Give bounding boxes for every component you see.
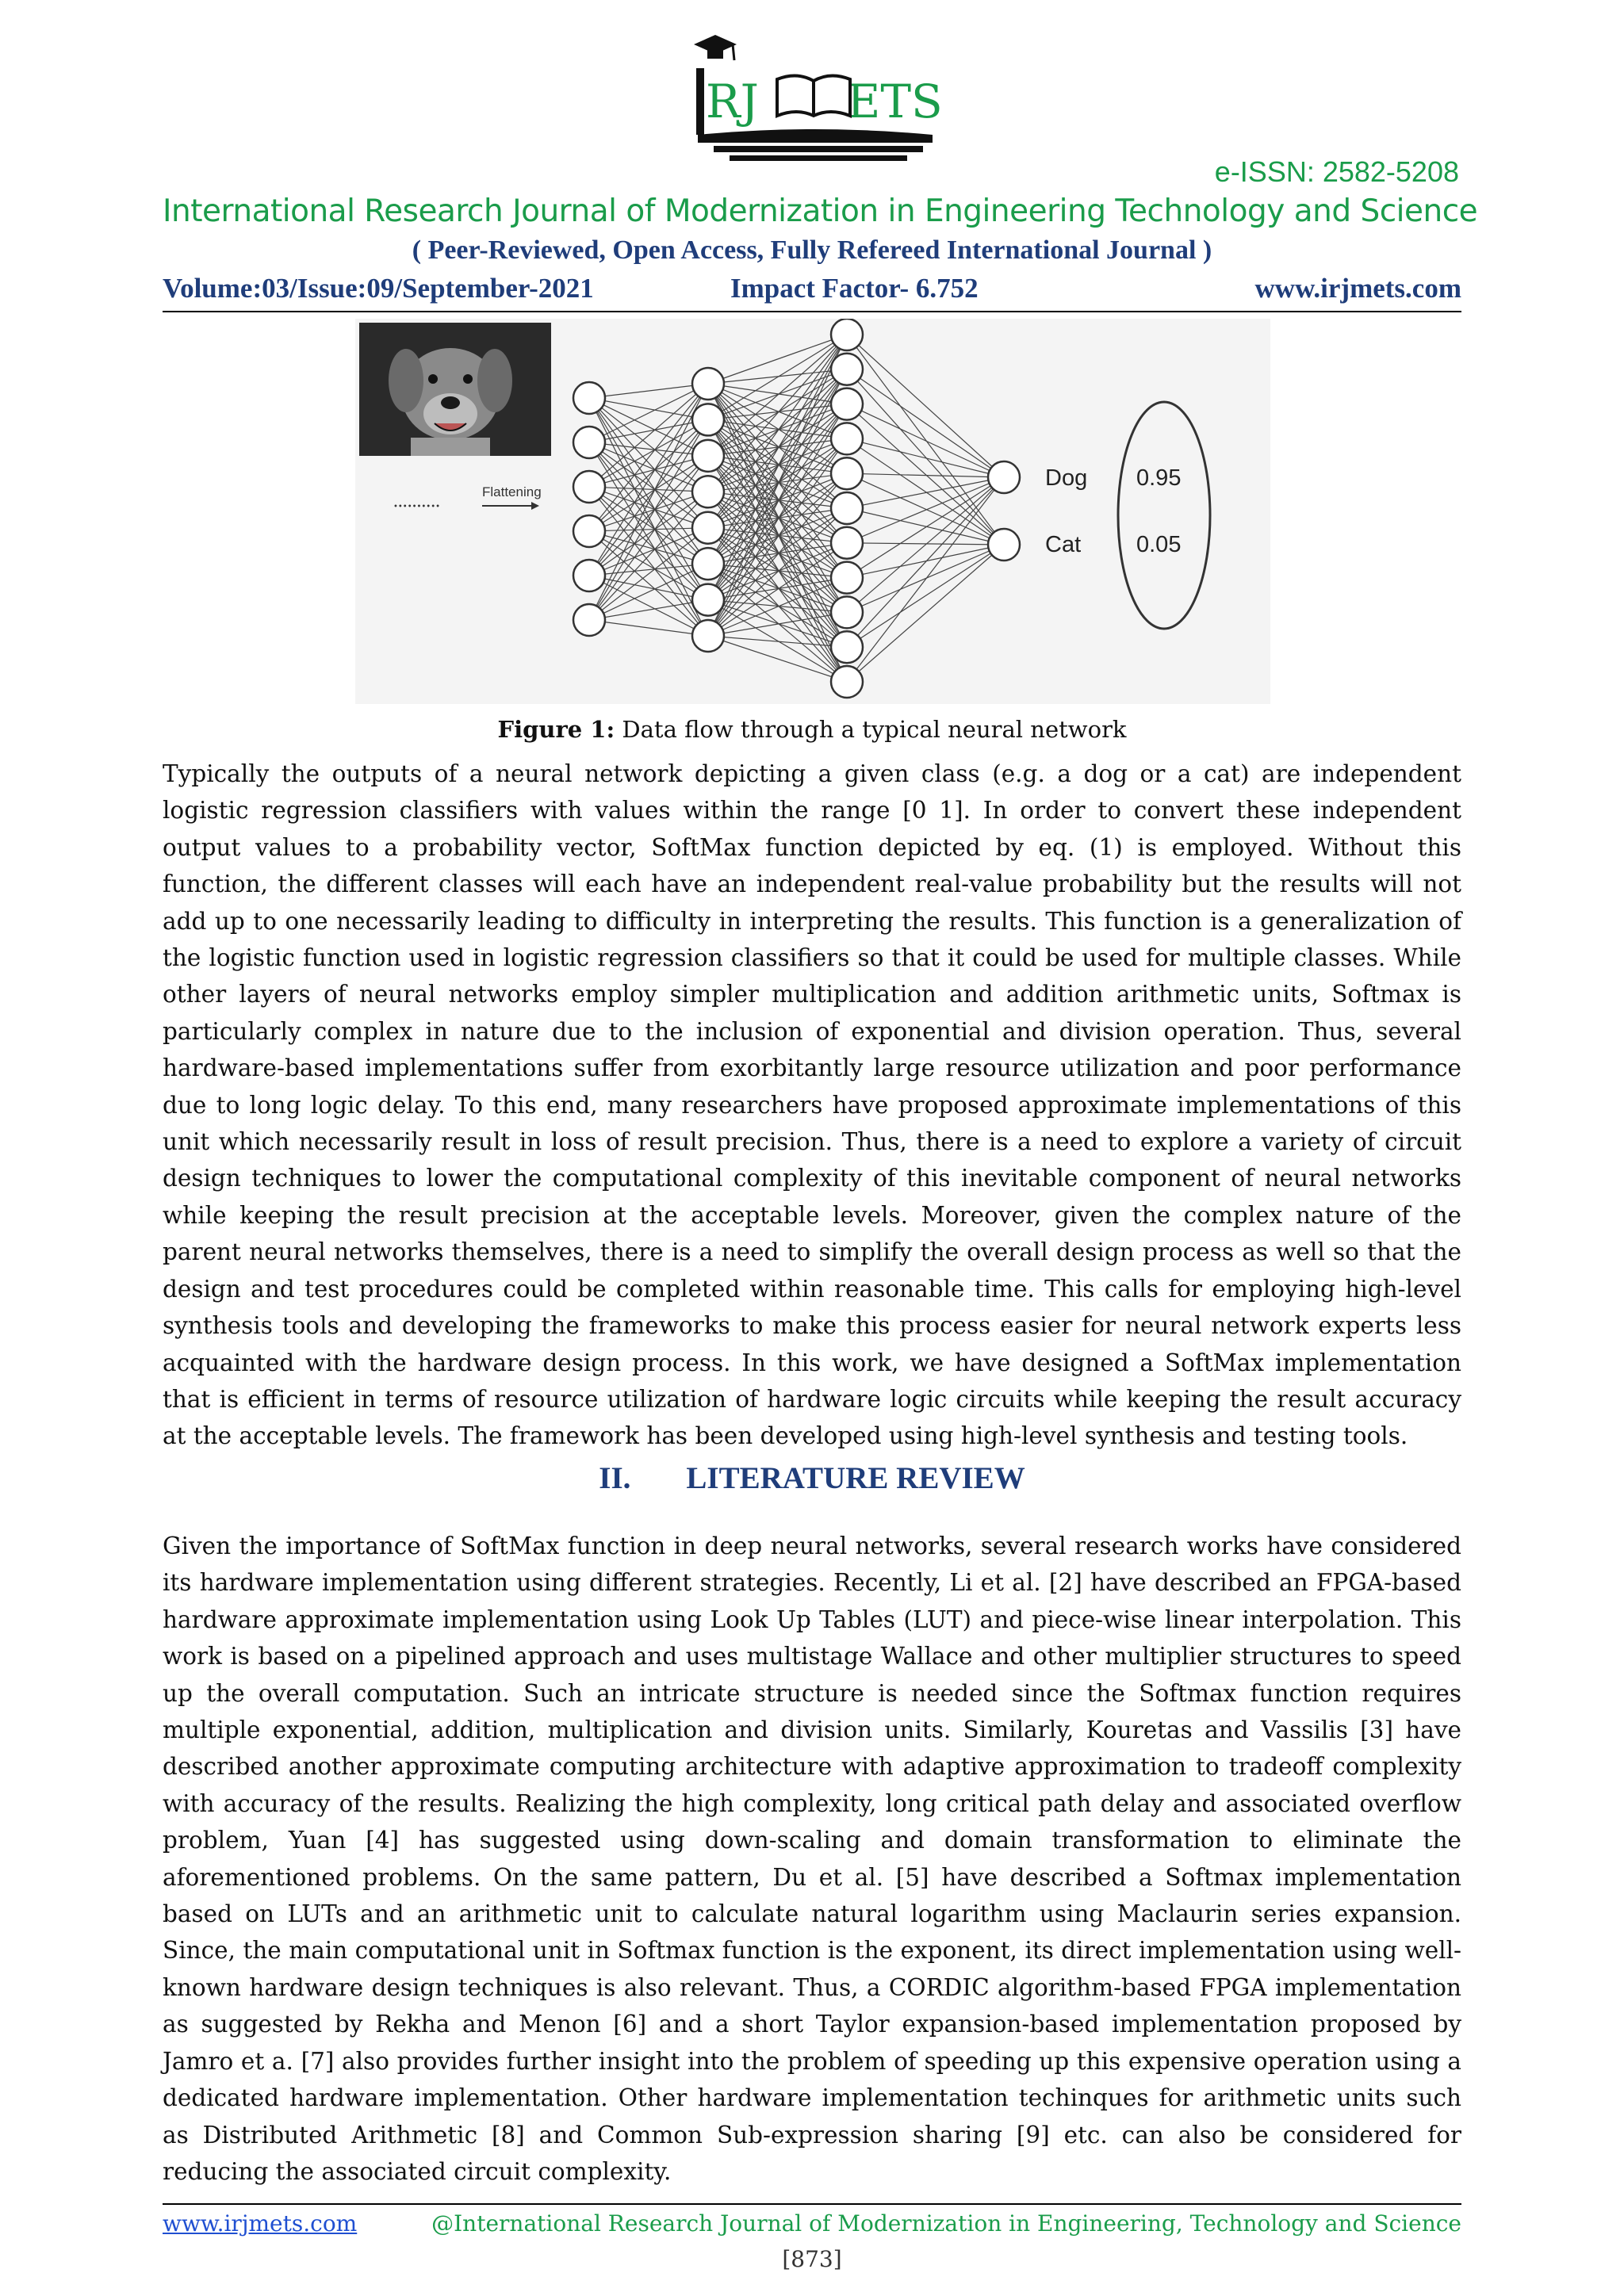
neuron <box>573 515 605 547</box>
volume-issue: Volume:03/Issue:09/September-2021 <box>163 273 594 304</box>
page-number: [873] <box>782 2246 842 2272</box>
network-edge <box>589 384 708 531</box>
network-edge <box>847 369 1004 477</box>
network-edge <box>589 398 708 456</box>
network-edge <box>847 438 1004 477</box>
neuron <box>573 427 605 458</box>
logo-graphic <box>666 30 967 169</box>
network-edge <box>589 419 708 487</box>
network-edge <box>708 438 847 455</box>
dog-photo <box>359 323 551 456</box>
figure-caption <box>163 716 1461 743</box>
network-edge <box>708 492 847 612</box>
network-edge <box>708 335 847 600</box>
output-prob-cat: 0.05 <box>1136 532 1182 557</box>
header-divider <box>163 311 1461 312</box>
issue-meta-row <box>163 273 1461 308</box>
neuron <box>831 596 863 628</box>
neuron <box>831 492 863 524</box>
network-edge <box>589 384 708 398</box>
neuron <box>831 319 863 350</box>
neuron <box>692 512 724 544</box>
neuron <box>988 529 1020 561</box>
section-title: LITERATURE REVIEW <box>686 1461 1025 1495</box>
network-edge <box>589 528 708 531</box>
network-edge <box>847 545 1004 612</box>
journal-subtitle: ( Peer-Reviewed, Open Access, Fully Refereed International Journal ) <box>412 235 1212 265</box>
neuron <box>692 476 724 507</box>
neural-network-figure <box>355 319 1270 704</box>
network-edge <box>847 438 1004 545</box>
section-number: II. <box>599 1461 631 1495</box>
flattening-label: Flattening <box>482 484 542 499</box>
neuron <box>831 423 863 454</box>
output-prob-dog: 0.95 <box>1136 465 1182 491</box>
neuron <box>831 631 863 663</box>
neuron <box>988 461 1020 493</box>
network-edge <box>708 508 847 636</box>
network-edge <box>847 335 1004 477</box>
network-edge <box>847 335 1004 545</box>
neuron <box>831 388 863 420</box>
header-website: www.irjmets.com <box>1254 273 1461 304</box>
svg-text:RJ: RJ <box>706 75 759 128</box>
network-edge <box>589 487 708 492</box>
body-paragraph-1: Typically the outputs of a neural network depicting a given class (e.g. a dog or a cat) are independent logistic regression classifiers with values within the range [0 1]. In order to convert these independent output values to a probability vector, SoftMax function depicted by eq. (1) is employed. Without this function, the different classes will each have an independent real-value probability but the results will not add up to one necessarily leading to difficulty in interpreting the results. This function is a generalization of the logistic function used in logistic regression classifiers so that it could be used for multiple classes. While other layers of neural networks employ simpler multiplication and addition arithmetic units, Softmax is particularly complex in nature due to the inclusion of exponential and division operation. Thus, several hardware-based implementations suffer from exorbitantly large resource utilization and poor performance due to long logic delay. To this end, many researchers have proposed approximate implementations of this unit which necessarily result in loss of result precision. Thus, there is a need to explore a variety of circuit design techniques to lower the computational complexity of this inevitable component of neural networks while keeping the result precision at the acceptable levels. Moreover, given the complex nature of the parent neural networks themselves, there is a need to simplify the overall design process as well so that the design and test procedures could be completed within reasonable time. This calls for employing high-level synthesis tools and developing the frameworks to make this process easier for neural network experts less acquainted with the hardware design process. In this work, we have designed a SoftMax implementation that is efficient in terms of resource utilization of hardware logic circuits while keeping the result accuracy at the acceptable levels. The framework has been developed using high-level synthesis and testing tools. <box>163 760 1461 1450</box>
neuron <box>692 440 724 472</box>
footer-website-link[interactable]: www.irjmets.com <box>163 2210 358 2237</box>
probability-ellipse <box>1118 402 1210 629</box>
network-edge <box>847 545 1004 682</box>
network-edge <box>708 384 847 404</box>
network-edge <box>589 398 708 419</box>
network-edge <box>847 477 1004 682</box>
network-edge <box>708 456 847 473</box>
journal-logo <box>666 30 967 169</box>
network-edge <box>589 442 708 600</box>
neuron <box>831 666 863 698</box>
journal-title: International Research Journal of Modernization in Engineering Technology and Science <box>163 193 1478 229</box>
caption-text: Data flow through a typical neural network <box>615 716 1127 743</box>
network-edge <box>708 369 847 636</box>
neuron <box>692 620 724 652</box>
caption-label: Figure 1: <box>497 716 615 743</box>
network-edge <box>589 620 708 636</box>
network-edge <box>847 545 1004 647</box>
neuron <box>573 560 605 591</box>
impact-factor: Impact Factor- 6.752 <box>730 273 979 304</box>
network-edge <box>589 456 708 576</box>
footer-copyright: @International Research Journal of Modernization in Engineering, Technology and Science <box>431 2210 1461 2237</box>
network-edge <box>589 600 708 620</box>
neuron <box>573 471 605 503</box>
neuron <box>831 562 863 594</box>
network-edge <box>847 404 1004 477</box>
network-edge <box>847 545 1004 578</box>
svg-text:ETS: ETS <box>847 75 943 128</box>
neuron <box>692 368 724 400</box>
body-paragraph-2: Given the importance of SoftMax function in deep neural networks, several research works have considered its hardware implementation using different strategies. Recently, Li et al. [2] have described an FPGA-based hardware approximate implementation using Look Up Tables (LUT) and piece-wise linear interpolation. This work is based on a pipelined approach and uses multistage Wallace and other multiplier structures to speed up the overall computation. Such an intricate structure is needed since the Softmax function requires multiple exponential, addition, multiplication and division units. Similarly, Kouretas and Vassilis [3] have described another approximate computing architecture with adaptive approximation to tradeoff complexity with accuracy of the results. Realizing the high complexity, long critical path delay and associated overflow problem, Yuan [4] has suggested using down-scaling and domain transformation to eliminate the aforementioned problems. On the same pattern, Du et al. [5] have described a Softmax implementation based on LUTs and an arithmetic unit to calculate natural logarithm using Maclaurin series expansion. Since, the main computational unit in Softmax function is the exponent, its direct implementation using well-known hardware design techniques is also relevant. Thus, a CORDIC algorithm-based FPGA implementation as suggested by Rekha and Menon [6] and a short Taylor expansion-based implementation proposed by Jamro et a. [7] also provides further insight into the problem of speeding up this expensive operation using a dedicated hardware implementation. Other hardware implementation techinques for arithmetic units such as Distributed Arithmetic [8] and Common Sub-expression sharing [9] etc. can also be considered for reducing the associated circuit complexity. <box>163 1533 1461 2185</box>
neuron <box>831 354 863 385</box>
network-edge <box>708 335 847 456</box>
neuron <box>831 527 863 559</box>
network-connections <box>589 335 1004 682</box>
network-edge <box>847 369 1004 545</box>
network-edge <box>589 576 708 600</box>
neuron <box>831 457 863 489</box>
neuron <box>573 604 605 636</box>
neuron <box>692 584 724 616</box>
svg-text:••••••••••: •••••••••• <box>393 503 440 511</box>
neuron <box>573 382 605 414</box>
network-edge <box>847 473 1004 545</box>
footer-divider <box>163 2203 1461 2205</box>
neural-network-diagram <box>355 319 1270 704</box>
output-class-dog: Dog <box>1045 465 1088 491</box>
issn: e-ISSN: 2582-5208 <box>1214 155 1459 188</box>
network-edge <box>589 564 708 620</box>
output-class-cat: Cat <box>1045 532 1082 557</box>
network-edge <box>847 477 1004 543</box>
network-edge <box>589 384 708 620</box>
neuron <box>692 404 724 435</box>
section-heading <box>163 1460 1461 1496</box>
neuron <box>692 548 724 580</box>
